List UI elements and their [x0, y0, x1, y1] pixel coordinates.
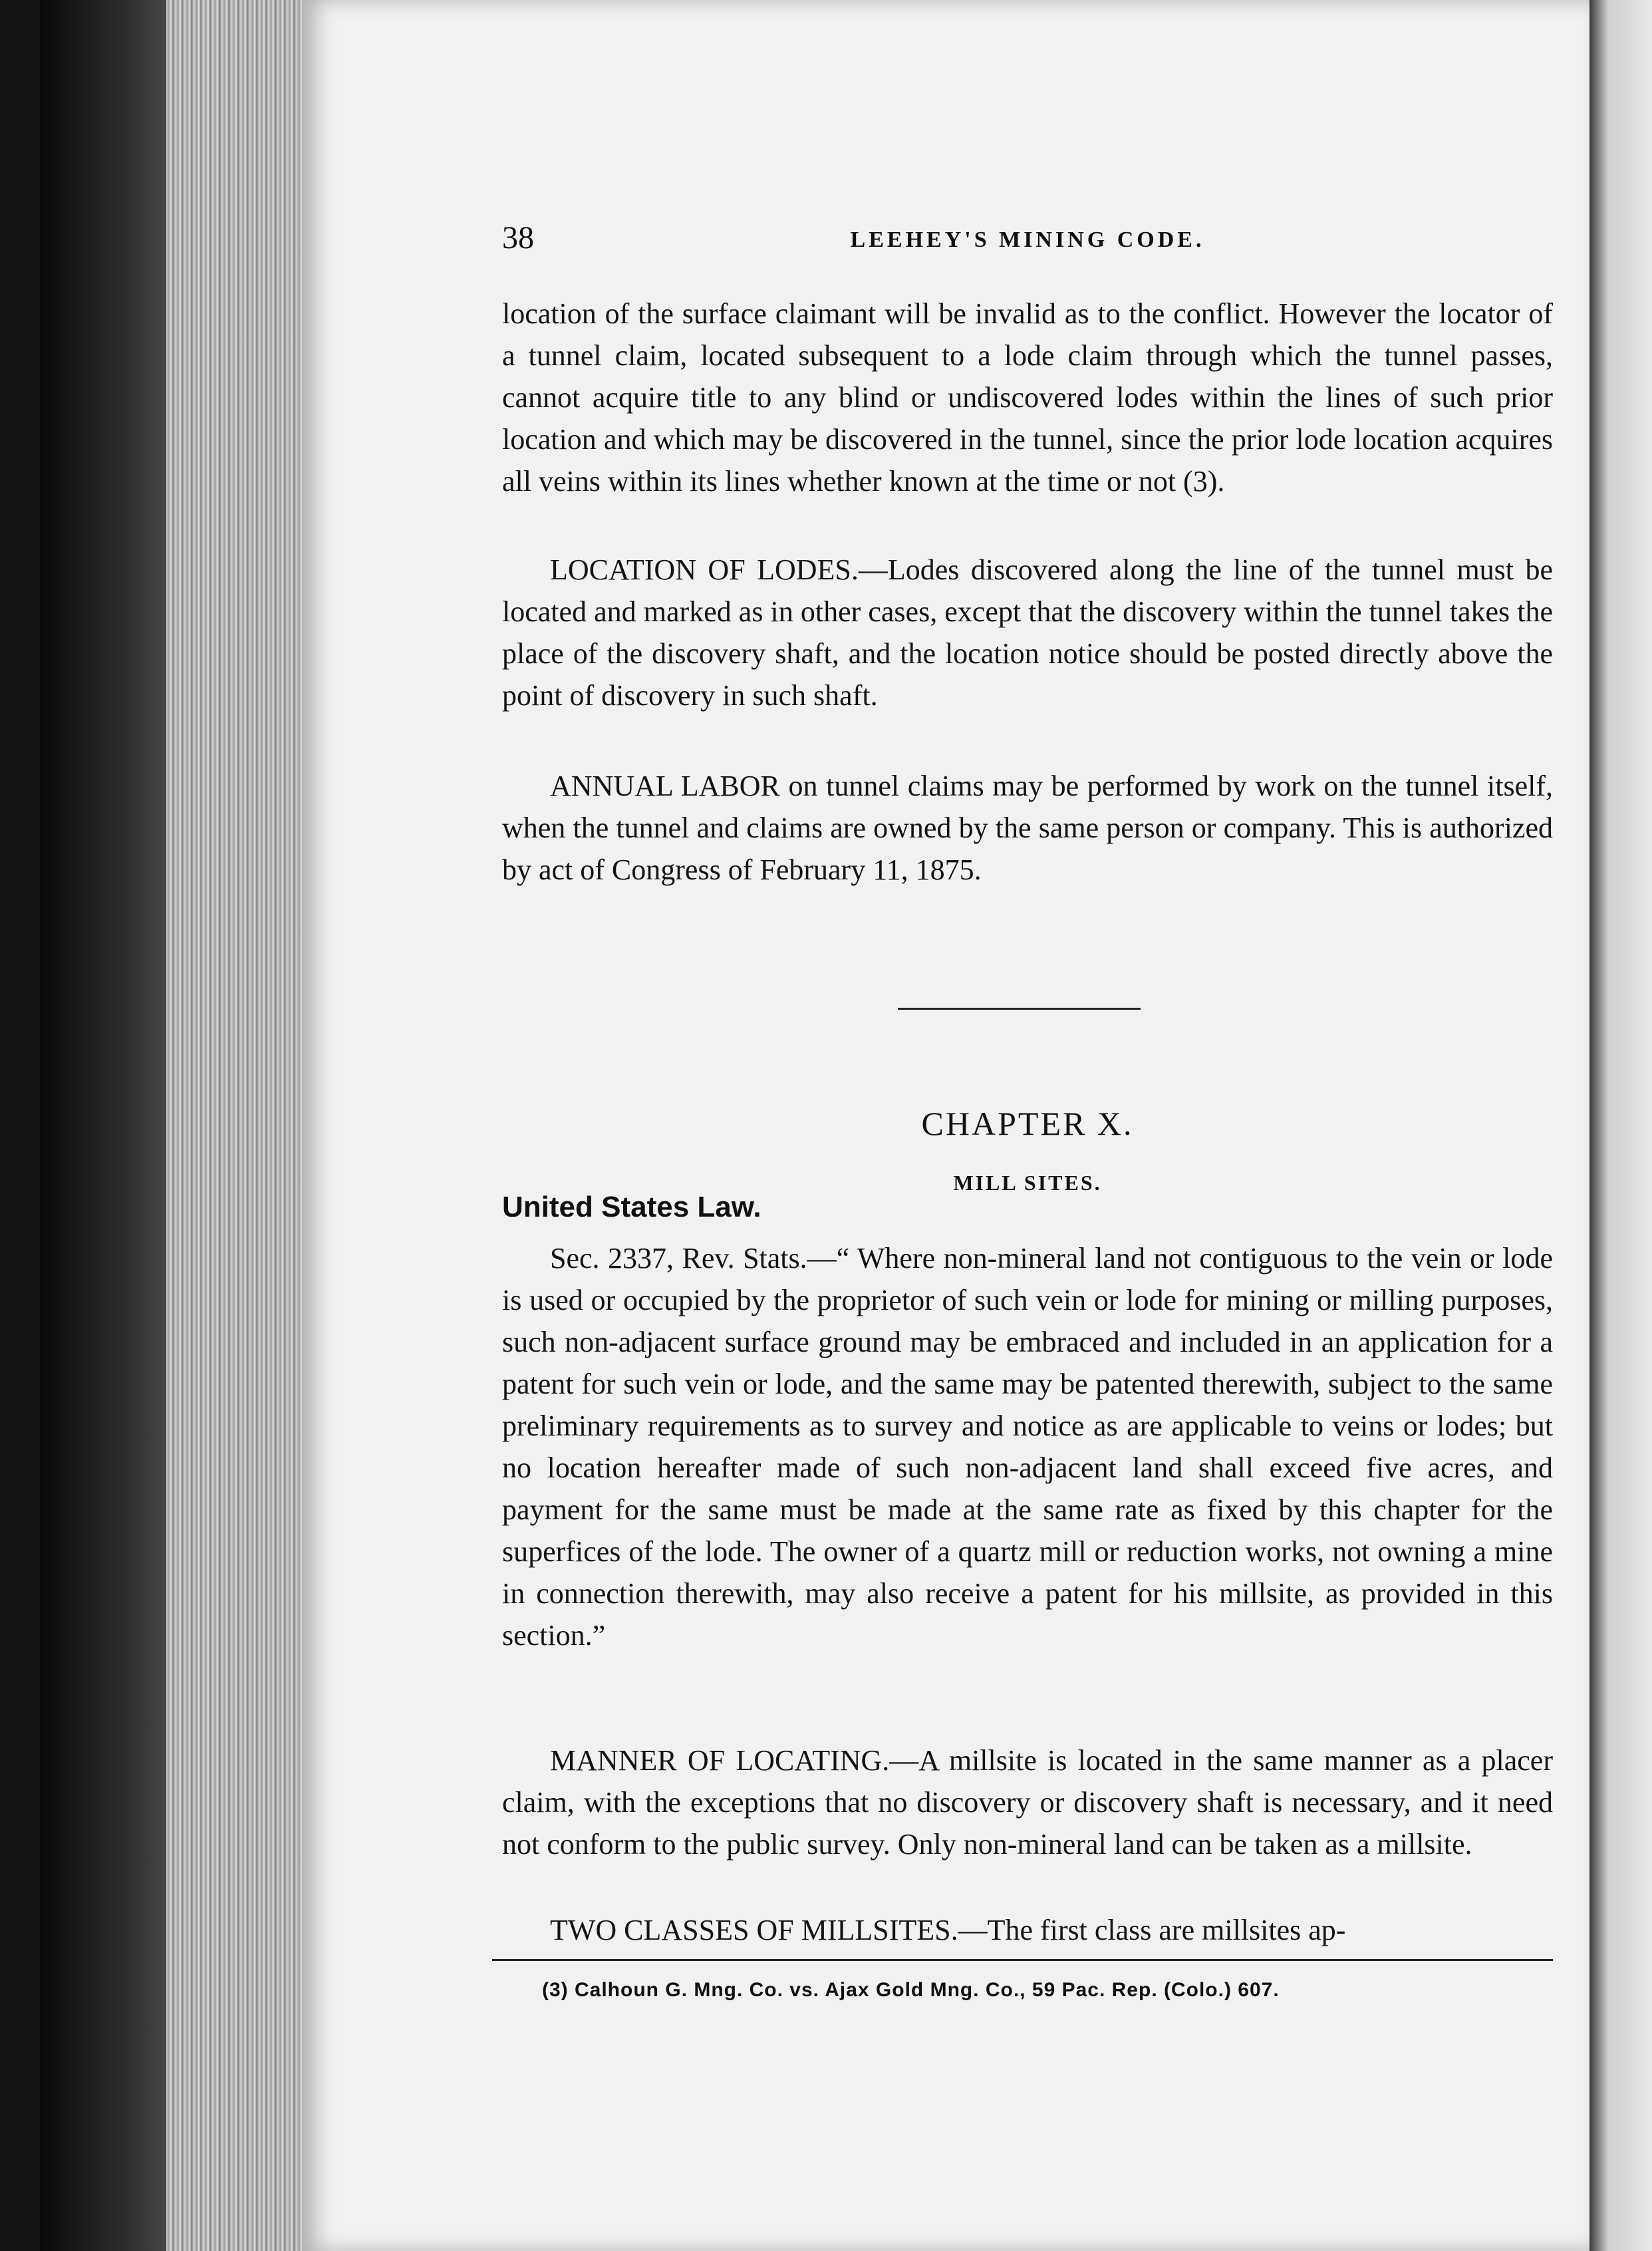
paragraph-tunnel-conflict: [502, 293, 1553, 502]
section-divider: [898, 1008, 1141, 1010]
paragraph-two-classes: [502, 1909, 1553, 1951]
chapter-subtitle: MILL SITES.: [953, 1171, 1102, 1195]
footnote: (3) Calhoun G. Mng. Co. vs. Ajax Gold Mng. Co., 59 Pac. Rep. (Colo.) 607.: [542, 1979, 1280, 2001]
running-title: LEEHEY'S MINING CODE.: [850, 227, 1205, 252]
paragraph-text: MANNER OF LOCATING.—A millsite is located in the same manner as a placer claim, with the exceptions that no discovery or discovery shaft is necessary, and it need not conform to the public survey. Only non-mineral land can be taken as a millsite.: [502, 1744, 1553, 1861]
chapter-title: CHAPTER X.: [921, 1105, 1134, 1142]
section-heading: United States Law.: [502, 1191, 761, 1223]
paragraph-text: location of the surface claimant will be invalid as to the conflict. However the locator of a tunnel claim, located subsequent to a lode claim through which the tunnel passes, cannot acquire title to any blind or undiscovered lodes within the lines of such prior location and which may be discovered in the tunnel, since the prior lode location acquires all veins within its lines whether known at the time or not (3).: [502, 297, 1553, 498]
running-head: [502, 220, 1553, 266]
paragraph-manner-of-locating: [502, 1739, 1553, 1865]
paragraph-text: Sec. 2337, Rev. Stats.—“ Where non-mineral land not contiguous to the vein or lode is used or occupied by the proprietor of such vein or lode for mining or milling purposes, such non-adjacent surface ground may be embraced and included in an application for a patent for such vein or lode, and the same may be patented therewith, subject to the same preliminary requirements as to survey and notice as are applicable to veins or lodes; but no location hereafter made of such non-adjacent land shall exceed five acres, and payment for the same must be made at the same rate as fixed by this chapter for the superfices of the lode. The owner of a quartz mill or reduction works, not owning a mine in connection therewith, may also receive a patent for his millsite, as provided in this section.”: [502, 1242, 1553, 1652]
paragraph-location-of-lodes: [502, 549, 1553, 716]
paragraph-statute: [502, 1237, 1553, 1656]
paragraph-text: LOCATION OF LODES.—Lodes discovered along the line of the tunnel must be located and marked as in other cases, except that the discovery within the tunnel takes the place of the discovery shaft, and the location notice should be posted directly above the point of discovery in such shaft.: [502, 553, 1553, 712]
paragraph-text: ANNUAL LABOR on tunnel claims may be performed by work on the tunnel itself, when the tunnel and claims are owned by the same person or company. This is authorized by act of Congress of February 11, 1875.: [502, 770, 1553, 886]
book-page-edges: [166, 0, 306, 2251]
paragraph-text: TWO CLASSES OF MILLSITES.—The first class are millsites ap-: [550, 1914, 1346, 1946]
footnote-divider: [492, 1959, 1553, 1961]
paragraph-annual-labor: [502, 765, 1553, 891]
page-number: 38: [502, 220, 534, 255]
book-spine-shadow: [40, 0, 173, 2251]
page-right-edge: [1589, 0, 1652, 2251]
